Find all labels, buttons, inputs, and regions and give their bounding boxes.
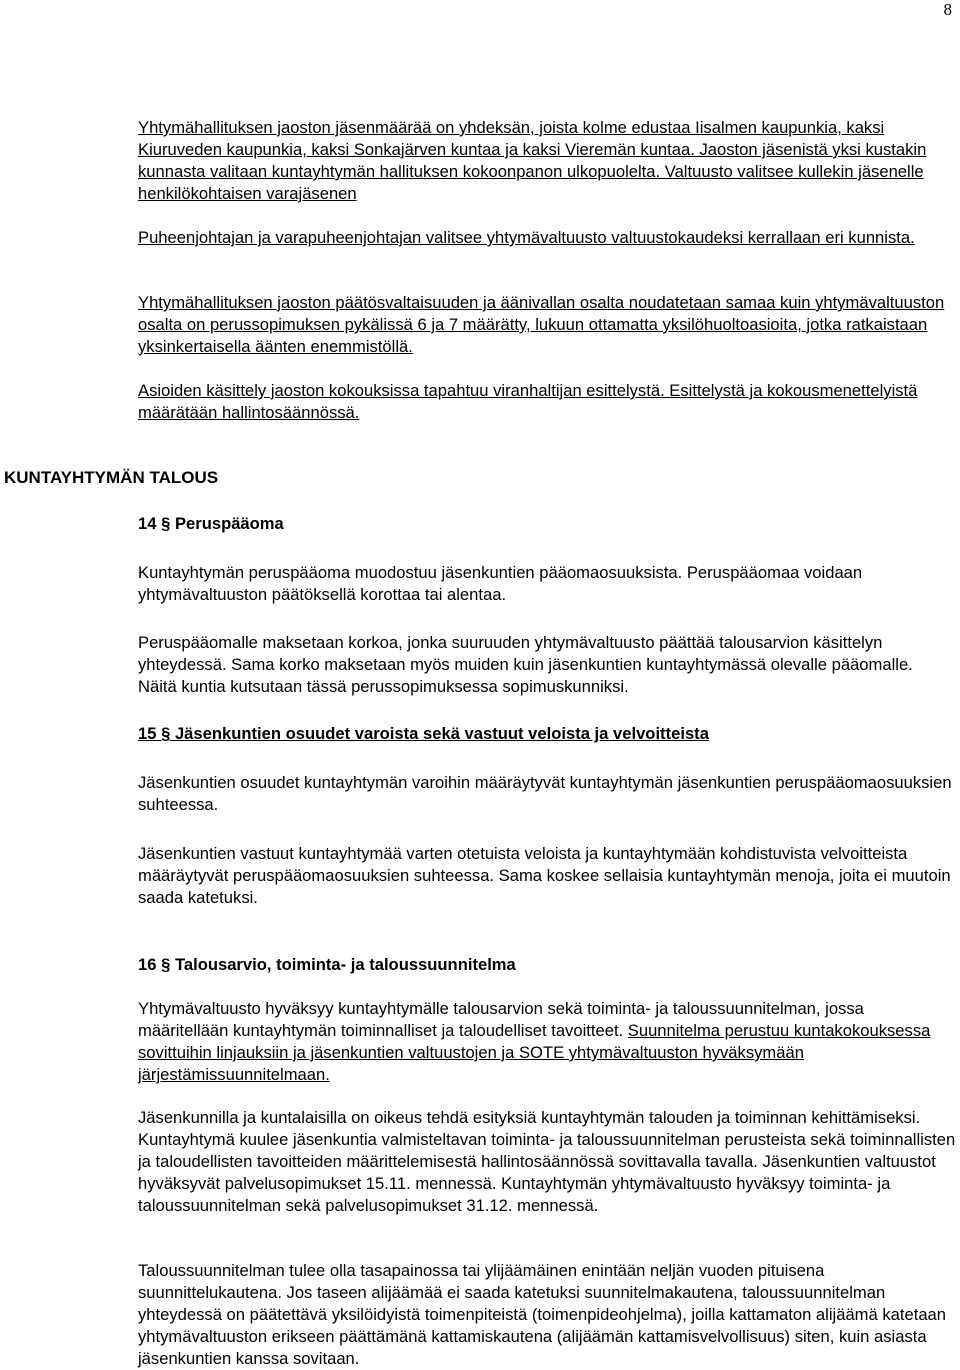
section-15-heading xyxy=(138,723,709,745)
section-14-title: Peruspääoma xyxy=(174,514,284,533)
s16-paragraph-1 xyxy=(138,998,956,1086)
s14-paragraph-2: Peruspääomalle maksetaan korkoa, jonka suuruuden yhtymävaltuusto päättää talousarvion käsittelyn yhteydessä. Sama korko maksetaan myös muiden kuin jäsenkuntien kuntayhtymässä olevalle pääomalle. Näitä kuntia kutsutaan tässä perussopimuksessa sopimuskunniksi. xyxy=(138,633,913,696)
section-14-heading xyxy=(138,513,284,535)
section-symbol: § xyxy=(161,724,171,743)
section-symbol: § xyxy=(161,514,171,533)
paatosvaltaisuus-paragraph: Yhtymähallituksen jaoston päätösvaltaisuuden ja äänivallan osalta noudatetaan samaa kuin yhtymävaltuuston osalta on perussopimuksen pykälissä 6 ja 7 määrätty, lukuun ottamatta yksilöhuoltoasioita, jotka ratkaistaan yksinkertaisella äänten enemmistöllä. xyxy=(138,293,945,356)
page-number: 8 xyxy=(943,0,952,19)
asioiden-kasittely-paragraph: Asioiden käsittely jaoston kokouksissa tapahtuu viranhaltijan esittelystä. Esittelystä ja kokousmenettelyistä määrätään hallintosäännössä. xyxy=(138,381,918,422)
section-16-title: Talousarvio, toiminta- ja taloussuunnitelma xyxy=(174,955,516,974)
s15-paragraph-1: Jäsenkuntien osuudet kuntayhtymän varoihin määräytyvät kuntayhtymän jäsenkuntien peruspääomaosuuksien suhteessa. xyxy=(138,773,952,814)
s14-paragraph-1: Kuntayhtymän peruspääoma muodostuu jäsenkuntien pääomaosuuksista. Peruspääomaa voidaan yhtymävaltuuston päätöksellä korottaa tai alentaa. xyxy=(138,563,863,604)
s16-paragraph-1-underlined: Suunnitelma perustuu kuntakokouksessa sovittuihin linjauksiin ja jäsenkuntien valtuustojen ja SOTE yhtymävaltuuston hyväksymään järjestämissuunnitelmaan. xyxy=(138,1021,931,1084)
s16-paragraph-2: Jäsenkunnilla ja kuntalaisilla on oikeus tehdä esityksiä kuntayhtymän talouden ja toiminnan kehittämiseksi. Kuntayhtymä kuulee jäsenkuntia valmisteltavan toiminta- ja taloussuunnitelman perusteista sekä toiminnallisten ja taloudellisten tavoitteiden määrittelemisestä hallintosäännössä sovittavalla tavalla. Jäsenkuntien valtuustot hyväksyvät palvelusopimukset 15.11. mennessä. Kuntayhtymän yhtymävaltuusto hyväksyy toiminta- ja taloussuunnitelman sekä palvelusopimukset 31.12. mennessä. xyxy=(138,1108,956,1215)
jaosto-jasenmaara-paragraph: Yhtymähallituksen jaoston jäsenmäärää on yhdeksän, joista kolme edustaa Iisalmen kaupunkia, kaksi Kiuruveden kaupunkia, kaksi Sonkajärven kuntaa ja kaksi Vieremän kuntaa. Jaoston jäsenistä yksi kustakin kunnasta valitaan kuntayhtymän hallituksen kokoonpanon ulkopuolelta. Valtuusto valitsee kullekin jäsenelle henkilökohtaisen varajäsenen xyxy=(138,118,927,203)
s16-paragraph-3: Taloussuunnitelman tulee olla tasapainossa tai ylijäämäinen enintään neljän vuoden pituisena suunnittelukautena. Jos taseen alijäämää ei saada katetuksi suunnitelmakautena, taloussuunnitelman yhteydessä on päätettävä yksilöidyistä toimenpiteistä (toimenpideohjelma), joilla kattamaton alijäämä katetaan yhtymävaltuuston erikseen päättämänä kattamiskautena (alijäämän kattamisvelvollisuus) siten, kuin asiasta jäsenkuntien kanssa sovitaan. xyxy=(138,1261,947,1368)
section-14-number: 14 xyxy=(138,514,157,533)
puheenjohtaja-paragraph: Puheenjohtajan ja varapuheenjohtajan valitsee yhtymävaltuusto valtuustokaudeksi kerrallaan eri kunnista. xyxy=(138,228,915,247)
section-16-number: 16 xyxy=(138,955,157,974)
section-15-number: 15 xyxy=(138,724,157,743)
section-15-title: Jäsenkuntien osuudet varoista sekä vastuut veloista ja velvoitteista xyxy=(174,724,709,743)
s16-paragraph-1-plain: Yhtymävaltuusto hyväksyy kuntayhtymälle talousarvion sekä toiminta- ja taloussuunnitelman, jossa määritellään kuntayhtymän toiminnalliset ja taloudelliset tavoitteet. xyxy=(138,999,864,1040)
section-title: KUNTAYHTYMÄN TALOUS xyxy=(4,468,219,487)
s15-paragraph-2: Jäsenkuntien vastuut kuntayhtymää varten otetuista veloista ja kuntayhtymään kohdistuvista velvoitteista määräytyvät peruspääomaosuuksien suhteessa. Sama koskee sellaisia kuntayhtymän menoja, joita ei muutoin saada katetuksi. xyxy=(138,844,951,907)
section-symbol: § xyxy=(161,955,171,974)
section-16-heading xyxy=(138,954,516,976)
